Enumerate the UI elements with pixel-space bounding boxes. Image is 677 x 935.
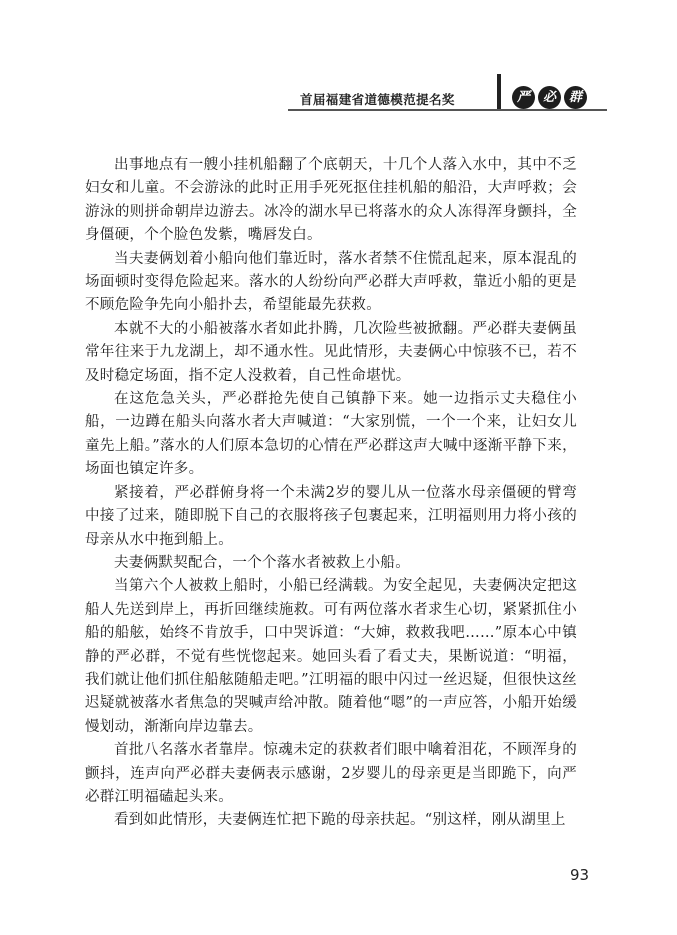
header-title: 首届福建省道德模范提名奖	[300, 92, 455, 107]
paragraph: 首批八名落水者靠岸。惊魂未定的获救者们眼中噙着泪花，不顾浑身的颤抖，连声向严必群夫妻俩表示感谢，2岁婴儿的母亲更是当即跪下，向严必群江明福磕起头来。	[85, 742, 577, 805]
page-number: 93	[570, 866, 590, 884]
body-text	[85, 154, 577, 833]
name-badge-3: 群	[564, 86, 587, 109]
paragraph: 在这危急关头，严必群抢先使自己镇静下来。她一边指示丈夫稳住小船，一边蹲在船头向落水者大声喊道：“大家别慌，一个一个来，让妇女儿童先上船。”落水的人们原本急切的心情在严必群这声大喊中逐渐平静下来，场面也镇定许多。	[85, 391, 577, 478]
name-badge-2: 必	[538, 86, 561, 109]
paragraph: 夫妻俩默契配合，一个个落水者被救上小船。	[114, 554, 410, 571]
page-header	[0, 0, 677, 120]
paragraph: 紧接着，严必群俯身将一个未满2岁的婴儿从一位落水母亲僵硬的臂弯中接了过来，随即脱下自己的衣服将孩子包裹起来，江明福则用力将小孩的母亲从水中拖到船上。	[85, 484, 577, 548]
header-rule	[288, 109, 607, 111]
paragraph: 当第六个人被救上船时，小船已经满载。为安全起见，夫妻俩决定把这船人先送到岸上，再折回继续施救。可有两位落水者求生心切，紧紧抓住小船的船舷，始终不肯放手，口中哭诉道：“大婶，救救我吧……”原本心中镇静的严必群，不觉有些恍惚起来。她回头看了看丈夫，果断说道：“明福，我们就让他们抓住船舷随船走吧。”江明福的眼中闪过一丝迟疑，但很快这丝迟疑就被落水者焦急的哭喊声给冲散。随着他“嗯”的一声应答，小船开始缓慢划动，渐渐向岸边靠去。	[85, 578, 577, 735]
paragraph: 看到如此情形，夫妻俩连忙把下跪的母亲扶起。“别这样，刚从湖里上	[114, 812, 566, 829]
paragraph: 本就不大的小船被落水者如此扑腾，几次险些被掀翻。严必群夫妻俩虽常年往来于九龙湖上，却不通水性。见此情形，夫妻俩心中惊骇不已，若不及时稳定场面，指不定人没救着，自己性命堪忧。	[85, 320, 577, 384]
name-badge-1: 严	[512, 86, 535, 109]
paragraph: 当夫妻俩划着小船向他们靠近时，落水者禁不住慌乱起来，原本混乱的场面顿时变得危险起来。落水的人纷纷向严必群大声呼救，靠近小船的更是不顾危险争先向小船扑去，希望能最先获救。	[85, 250, 577, 314]
name-badges	[512, 86, 587, 109]
paragraph: 出事地点有一艘小挂机船翻了个底朝天，十几个人落入水中，其中不乏妇女和儿童。不会游泳的此时正用手死死抠住挂机船的船沿，大声呼救；会游泳的则拼命朝岸边游去。冰冷的湖水早已将落水的众人冻得浑身颤抖，全身僵硬，个个脸色发紫，嘴唇发白。	[85, 157, 577, 244]
header-vertical-bar	[497, 74, 501, 110]
